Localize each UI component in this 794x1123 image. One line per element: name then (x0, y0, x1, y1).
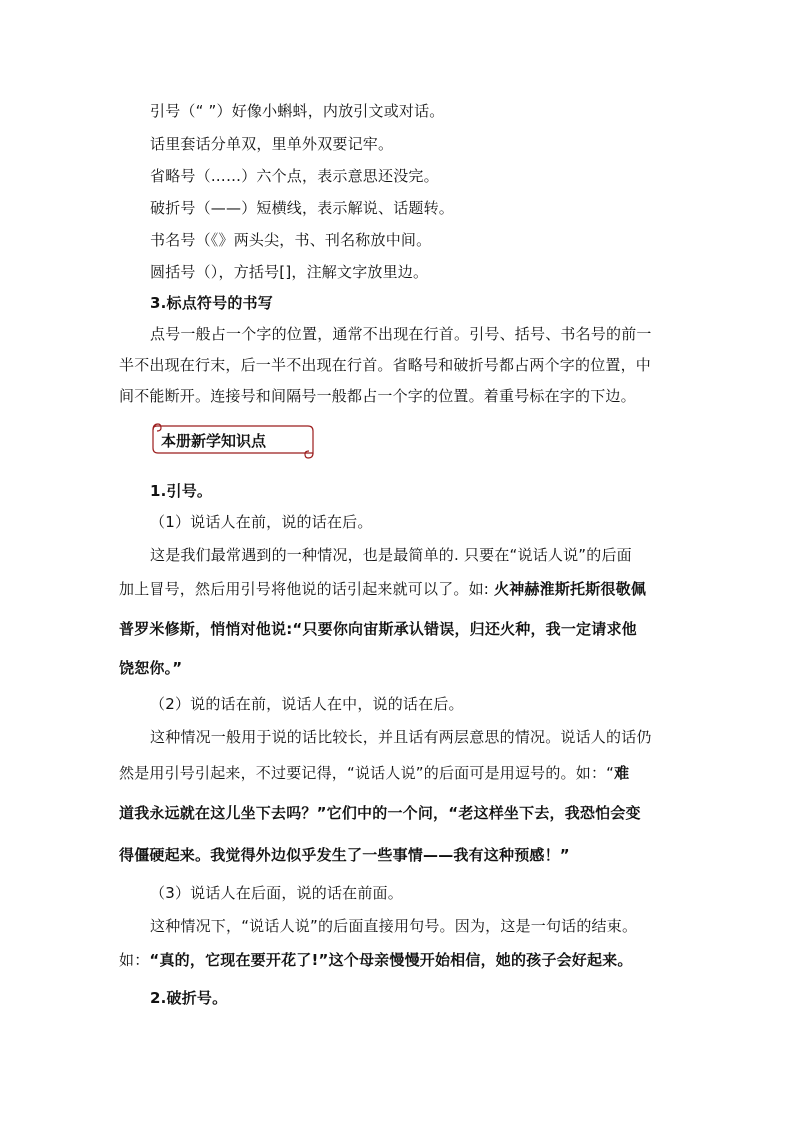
example-text: 火神赫淮斯托斯很敬佩 (494, 580, 647, 598)
paragraph-line: 点号一般占一个字的位置，通常不出现在行首。引号、括号、书名号的前一 (150, 325, 652, 343)
heading-dash: 2.破折号。 (150, 989, 228, 1007)
example-text: 普罗米修斯，悄悄对他说:“只要你向宙斯承认错误，归还火种，我一定请求他 (119, 620, 637, 638)
paragraph-line: 间不能断开。连接号和间隔号一般都占一个字的位置。着重号标在字的下边。 (119, 387, 636, 405)
new-knowledge-banner (150, 421, 315, 459)
example-text: 得僵硬起来。我觉得外边似乎发生了一些事情——我有这种预感！” (119, 846, 570, 864)
paragraph-line: 这种情况下，“说话人说”的后面直接用句号。因为，这是一句话的结束。 (150, 917, 638, 935)
rhyme-quotation-marks: 引号（“ ”）好像小蝌蚪，内放引文或对话。 (150, 102, 445, 120)
plain-text: 如： (119, 951, 150, 969)
paragraph-line (119, 763, 629, 783)
rhyme-ellipsis: 省略号（……）六个点，表示意思还没完。 (150, 167, 439, 185)
paragraph-line: 这是我们最常遇到的一种情况，也是最简单的. 只要在“说话人说”的后面 (150, 546, 632, 564)
section-heading-writing: 3.标点符号的书写 (150, 294, 273, 312)
plain-text: 然是用引号引起来，不过要记得，“说话人说”的后面可是用逗号的。如：“ (119, 764, 615, 782)
example-text: 难 (614, 764, 630, 782)
banner-label: 本册新学知识点 (161, 432, 267, 450)
paragraph-line: 半不出现在行末，后一半不出现在行首。省略号和破折号都占两个字的位置，中 (119, 356, 652, 374)
example-text: “真的，它现在要开花了!”这个母亲慢慢开始相信，她的孩子会好起来。 (149, 951, 633, 969)
paragraph-line (119, 579, 646, 599)
paragraph-line: 这种情况一般用于说的话比较长，并且话有两层意思的情况。说话人的话仍 (150, 728, 652, 746)
rhyme-nested-quotes: 话里套话分单双，里单外双要记牢。 (150, 135, 394, 153)
subheading-case-1: （1）说话人在前，说的话在后。 (150, 513, 373, 531)
example-text: 道我永远就在这儿坐下去吗？”它们中的一个问，“老这样坐下去，我恐怕会变 (119, 804, 641, 822)
rhyme-book-title-marks: 书名号（《》两头尖，书、刊名称放中间。 (150, 231, 432, 249)
paragraph-line (119, 950, 633, 970)
subheading-case-2: （2）说的话在前，说话人在中，说的话在后。 (150, 695, 464, 713)
heading-quotation-marks: 1.引号。 (150, 482, 213, 500)
example-text: 饶恕你。” (119, 659, 183, 677)
subheading-case-3: （3）说话人在后面，说的话在前面。 (150, 884, 403, 902)
rhyme-brackets: 圆括号（），方括号[]，注解文字放里边。 (150, 263, 429, 281)
rhyme-dash: 破折号（——）短横线，表示解说、话题转。 (150, 199, 455, 217)
plain-text: 加上冒号，然后用引号将他说的话引起来就可以了。如: (119, 580, 495, 598)
